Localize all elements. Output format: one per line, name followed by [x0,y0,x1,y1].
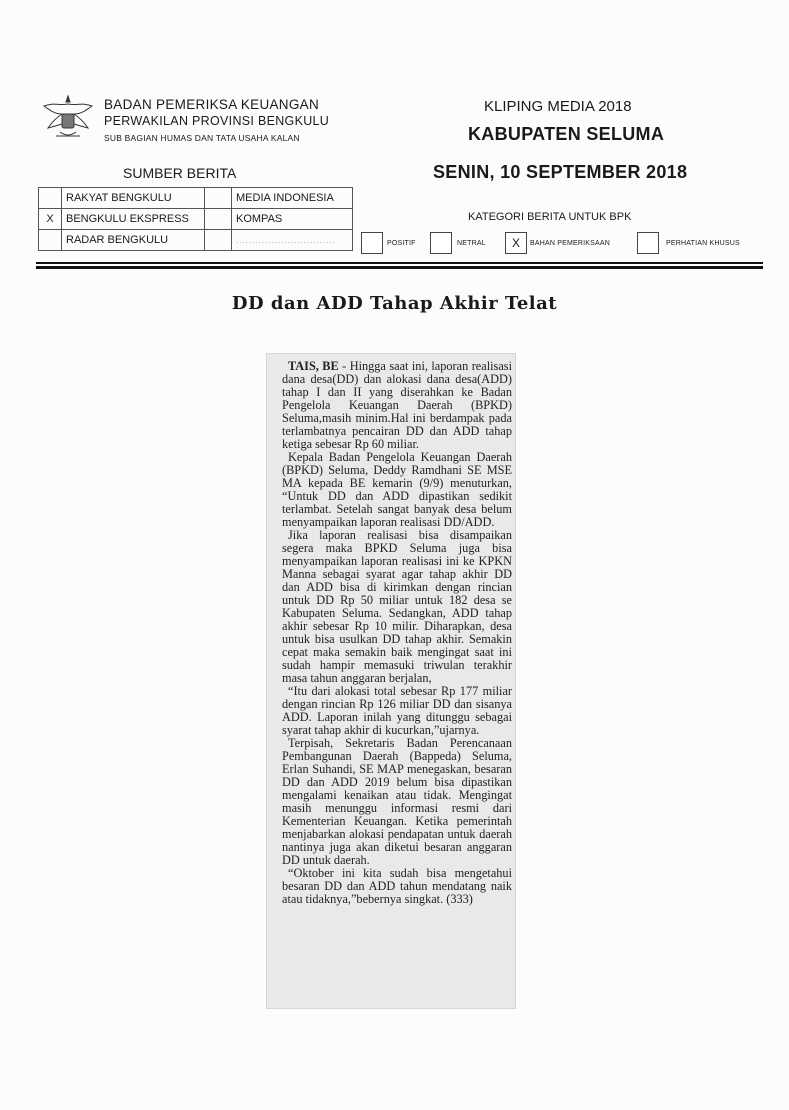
article-dateline: TAIS, BE [288,359,339,373]
checkbox-label: POSITIF [387,240,416,247]
source-name: MEDIA INDONESIA [232,188,353,209]
article-headline: DD dan ADD Tahap Akhir Telat [231,293,558,314]
source-name: RAKYAT BENGKULU [62,188,205,209]
kabupaten-title: KABUPATEN SELUMA [468,124,665,144]
divider [36,266,763,269]
source-name: KOMPAS [232,209,353,230]
checkbox-positif[interactable] [361,232,383,254]
source-mark: X [39,209,62,230]
article-paragraph: “Oktober ini kita sudah bisa mengetahui besaran DD dan ADD tahun mendatang naik atau tidaknya,”bebernya singkat. (333) [282,866,512,906]
source-table [38,187,353,251]
table-row [39,188,353,209]
source-mark [39,230,62,251]
article-body [282,360,512,906]
org-subname: PERWAKILAN PROVINSI BENGKULU [104,114,330,128]
date-title: SENIN, 10 SEPTEMBER 2018 [433,162,688,182]
article-paragraph: Kepala Badan Pengelola Keuangan Daerah (BPKD) Seluma, Deddy Ramdhani SE MSE MA kepada BE kemarin (9/9) menuturkan, “Untuk DD dan ADD dipastikan sedikit terlambat. Setelah sangat banyak desa belum menyampaikan laporan realisasi DD/ADD. [282,450,512,529]
kliping-title: KLIPING MEDIA 2018 [484,98,632,115]
source-name: ............................... [232,230,353,251]
kategori-title: KATEGORI BERITA UNTUK BPK [468,211,632,223]
garuda-emblem-icon [38,92,98,146]
org-name: BADAN PEMERIKSA KEUANGAN [104,97,320,112]
source-name: RADAR BENGKULU [62,230,205,251]
divider [36,262,763,264]
sumber-berita-label: SUMBER BERITA [123,165,237,181]
source-name: BENGKULU EKSPRESS [62,209,205,230]
checkbox-perhatian-khusus[interactable] [637,232,659,254]
checkbox-netral[interactable] [430,232,452,254]
article-paragraph: Jika laporan realisasi bisa disampaikan segera maka BPKD Seluma juga bisa menyampaikan laporan realisasi ini ke KPKN Manna sebagai syarat agar tahap akhir DD dan ADD bisa di kirimkan dengan rincian untuk DD Rp 50 miliar untuk 182 desa se Kabupaten Seluma. Sedangkan, ADD tahap akhir sebesar Rp 10 milir. Diharapkan, desa untuk bisa usulkan DD tahap akhir. Semakin cepat maka semakin baik mengingat saat ini sudah hampir memasuki triwulan terakhir masa tahun anggaran berjalan, [282,528,512,685]
checkbox-bahan-pemeriksaan[interactable]: X [505,232,527,254]
checkbox-label: BAHAN PEMERIKSAAN [530,240,611,247]
table-row [39,230,353,251]
source-mark [205,209,232,230]
article-paragraph: “Itu dari alokasi total sebesar Rp 177 miliar dengan rincian Rp 126 miliar DD dan sisanya ADD. Laporan inilah yang ditunggu sebagai syarat tahap akhir di kucurkan,”ujarnya. [282,684,512,737]
checkbox-label: NETRAL [457,240,486,247]
article-paragraph: TAIS, BE - Hingga saat ini, laporan realisasi dana desa(DD) dan alokasi dana desa(ADD) tahap I dan II yang diserahkan ke Badan Pengelola Keuangan Daerah (BPKD) Seluma,masih minim.Hal ini berdampak pada terlambatnya pencairan DD dan ADD tahap ketiga sebesar Rp 60 miliar. [282,359,512,451]
org-division: SUB BAGIAN HUMAS DAN TATA USAHA KALAN [104,133,300,143]
source-mark [205,188,232,209]
source-mark [39,188,62,209]
checkbox-label: PERHATIAN KHUSUS [666,240,740,247]
article-paragraph: Terpisah, Sekretaris Badan Perencanaan Pembangunan Daerah (Bappeda) Seluma, Erlan Suhandi, SE MAP menegaskan, besaran DD dan ADD 2019 belum bisa dipastikan mengalami kenaikan atau tidak. Mengingat masih menunggu informasi resmi dari Kementerian Keuangan. Ketika pemerintah menjabarkan alokasi pendapatan untuk daerah nantinya juga akan diketui besaran anggaran DD untuk daerah. [282,736,512,867]
source-mark [205,230,232,251]
table-row [39,209,353,230]
